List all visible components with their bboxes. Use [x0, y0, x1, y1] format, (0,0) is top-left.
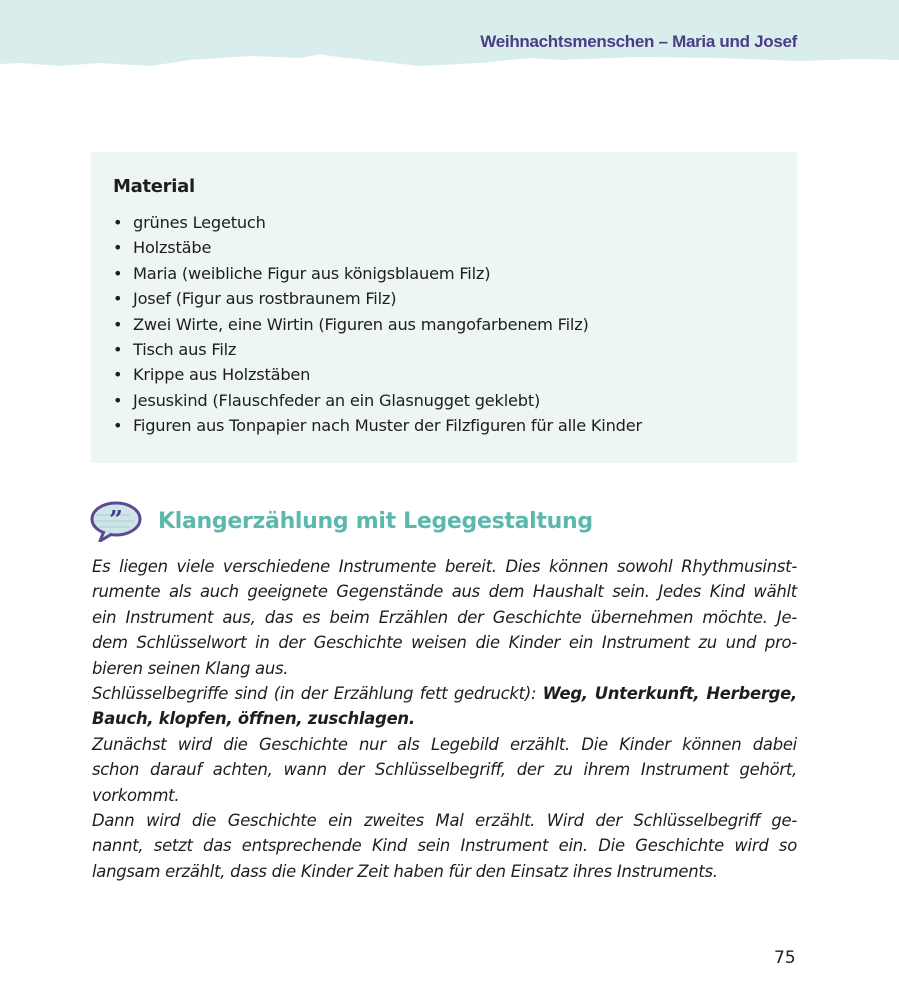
section-title: Klangerzählung mit Legegestaltung: [158, 508, 593, 534]
bullet-icon: •: [113, 314, 123, 334]
line-text: ein Instrument aus, das es beim Erzählen der Geschichte übernehmen möchte. Je-: [92, 607, 797, 627]
material-list-item: [113, 362, 642, 387]
material-box: [91, 152, 797, 463]
material-list-item: [113, 210, 642, 235]
text-line: [92, 859, 797, 884]
material-item-text: Josef (Figur aus rostbraunem Filz): [133, 289, 397, 309]
material-list-item: [113, 337, 642, 362]
paragraph: [92, 732, 797, 808]
bullet-icon: •: [113, 416, 123, 436]
section-body: [92, 554, 797, 884]
bullet-icon: •: [113, 263, 123, 283]
running-title: Weihnachtsmenschen – Maria und Josef: [480, 32, 797, 51]
line-text: Dann wird die Geschichte ein zweites Mal erzählt. Wird der Schlüsselbegriff ge-: [92, 811, 797, 831]
material-list: [113, 210, 642, 439]
material-item-text: Tisch aus Filz: [133, 340, 237, 360]
paragraph: [92, 554, 797, 681]
bullet-icon: •: [113, 365, 123, 385]
material-title: Material: [113, 176, 195, 197]
line-text: rumente als auch geeignete Gegenstände aus dem Haushalt sein. Jedes Kind wählt: [92, 582, 797, 602]
bullet-icon: •: [113, 340, 123, 360]
material-item-text: grünes Legetuch: [133, 213, 266, 232]
material-list-item: [113, 388, 642, 413]
section-heading: [90, 500, 593, 542]
material-list-item: [113, 261, 642, 286]
material-list-item: [113, 413, 642, 438]
text-line: [92, 630, 797, 655]
material-list-item: [113, 286, 642, 311]
line-text: Es liegen viele verschiedene Instrumente bereit. Dies können sowohl Rhythmusinst-: [92, 557, 797, 576]
text-line: [92, 783, 797, 808]
text-line: [92, 579, 797, 604]
text-line: [92, 732, 797, 757]
line-text: bieren seinen Klang aus.: [92, 658, 289, 678]
svg-text:”: ”: [109, 505, 123, 534]
line-text: Schlüsselbegriffe sind (in der Erzählung fett gedruckt):: [92, 684, 543, 704]
material-list-item: [113, 235, 642, 260]
keyword-list: Bauch, klopfen, öffnen, zuschlagen.: [92, 709, 415, 729]
material-item-text: Zwei Wirte, eine Wirtin (Figuren aus mangofarbenem Filz): [133, 314, 589, 334]
text-line: [92, 808, 797, 833]
paragraph: [92, 681, 797, 732]
text-line: [92, 681, 797, 706]
text-line: [92, 656, 797, 681]
line-text: Zunächst wird die Geschichte nur als Legebild erzählt. Die Kinder können dabei: [92, 734, 797, 754]
text-line: [92, 605, 797, 630]
page-number: 75: [774, 948, 796, 968]
line-text: dem Schlüsselwort in der Geschichte weisen die Kinder ein Instrument zu und pro-: [92, 633, 797, 653]
bullet-icon: •: [113, 289, 123, 309]
bullet-icon: •: [113, 213, 123, 232]
line-text: vorkommt.: [92, 785, 180, 805]
paragraph: [92, 808, 797, 884]
bullet-icon: •: [113, 238, 123, 258]
material-item-text: Holzstäbe: [133, 238, 212, 258]
line-text: schon darauf achten, wann der Schlüsselbegriff, der zu ihrem Instrument gehört,: [92, 760, 797, 780]
bullet-icon: •: [113, 390, 123, 410]
keyword-list: Weg, Unterkunft, Herberge,: [542, 684, 797, 704]
material-item-text: Jesuskind (Flauschfeder an ein Glasnugget geklebt): [133, 390, 541, 410]
material-item-text: Maria (weibliche Figur aus königsblauem Filz): [133, 263, 491, 283]
line-text: langsam erzählt, dass die Kinder Zeit haben für den Einsatz ihres Instruments.: [92, 861, 718, 881]
text-line: [92, 554, 797, 579]
material-item-text: Krippe aus Holzstäben: [133, 365, 311, 385]
material-list-item: [113, 312, 642, 337]
text-line: [92, 833, 797, 858]
material-item-text: Figuren aus Tonpapier nach Muster der Filzfiguren für alle Kinder: [133, 416, 642, 436]
text-line: [92, 706, 797, 731]
text-line: [92, 757, 797, 782]
line-text: nannt, setzt das entsprechende Kind sein Instrument ein. Die Geschichte wird so: [92, 836, 797, 856]
speech-bubble-quote-icon: [90, 500, 144, 542]
